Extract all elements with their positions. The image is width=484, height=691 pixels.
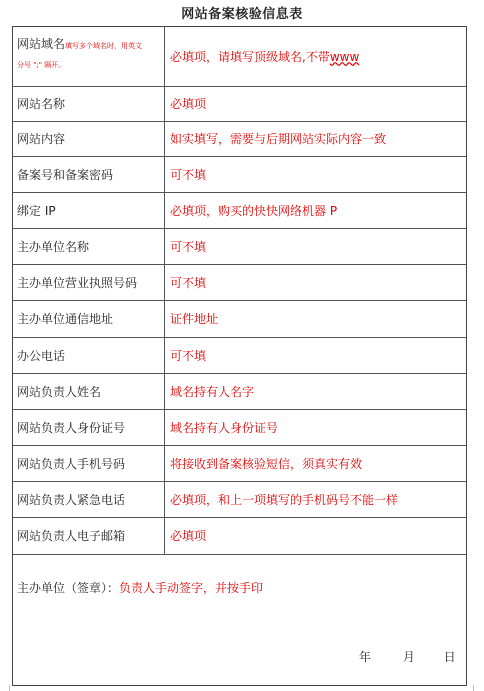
row-value: 必填项 <box>170 97 207 111</box>
date-day: 日 <box>443 650 456 664</box>
row-value: 必填项，购买的快快网络机器 P <box>170 203 338 218</box>
table-row <box>13 86 466 122</box>
table-row <box>13 264 466 301</box>
table-row <box>13 517 466 555</box>
table-row <box>13 156 466 193</box>
row-value: 可不填 <box>170 239 207 254</box>
signature-label: 主办单位（签章）： <box>17 581 120 595</box>
row-label: 网站负责人身份证号 <box>13 409 165 445</box>
row-label: 主办单位通信地址 <box>13 300 165 337</box>
row-label: 办公电话 <box>13 337 165 373</box>
signature-line <box>17 579 263 596</box>
row-label: 网站负责人紧急电话 <box>13 481 165 517</box>
table-row <box>13 409 466 446</box>
row-label: 网站名称 <box>13 86 165 121</box>
row-value: 将接收到备案核验短信，须真实有效 <box>170 456 363 471</box>
table-row-domain <box>13 27 466 87</box>
page-corner-mark <box>473 685 480 691</box>
table-row <box>13 373 466 410</box>
row-value: 必填项，请填写顶级域名,不带 <box>170 50 330 64</box>
row-label: 网站域名 <box>17 37 66 51</box>
row-value: 可不填 <box>170 167 207 182</box>
row-label-note-1: 填写多个域名时，用英文 <box>65 42 143 50</box>
info-table <box>12 26 467 686</box>
table-row <box>13 337 466 374</box>
row-value: 必填项 <box>170 529 207 543</box>
row-label: 网站内容 <box>13 121 165 156</box>
row-value: 域名持有人身份证号 <box>170 420 279 435</box>
signature-instruction: 负责人手动签字，并按手印 <box>119 581 264 595</box>
row-value: 如实填写，需要与后期网站实际内容一致 <box>170 132 387 146</box>
row-value: 必填项，和上一项填写的手机码号不能一样 <box>170 492 399 507</box>
row-label: 网站负责人姓名 <box>13 373 165 409</box>
row-label-cell <box>13 27 165 86</box>
row-value-cell <box>170 27 462 86</box>
row-value: 可不填 <box>170 275 207 290</box>
table-row <box>13 121 466 157</box>
table-row <box>13 228 466 265</box>
row-value: 可不填 <box>170 348 207 363</box>
row-value: 证件地址 <box>170 312 219 326</box>
table-row <box>13 300 466 338</box>
page-corner-mark <box>3 685 10 691</box>
row-label: 主办单位营业执照号码 <box>13 264 165 300</box>
date-month: 月 <box>402 650 415 664</box>
row-value: 域名持有人名字 <box>170 384 255 399</box>
document-title: 网站备案核验信息表 <box>181 7 303 22</box>
table-row <box>13 445 466 482</box>
row-label: 备案号和备案密码 <box>13 156 165 192</box>
table-row <box>13 192 466 229</box>
row-value-www: www <box>329 49 360 64</box>
row-label: 网站负责人电子邮箱 <box>13 517 165 554</box>
row-label-note-2: 分号 ";" 隔开。 <box>17 61 66 69</box>
row-label: 网站负责人手机号码 <box>13 445 165 481</box>
row-label: 主办单位名称 <box>13 228 165 264</box>
date-year: 年 <box>359 650 372 664</box>
row-label: 绑定 IP <box>13 192 165 228</box>
table-row <box>13 481 466 518</box>
date-line <box>359 648 456 665</box>
